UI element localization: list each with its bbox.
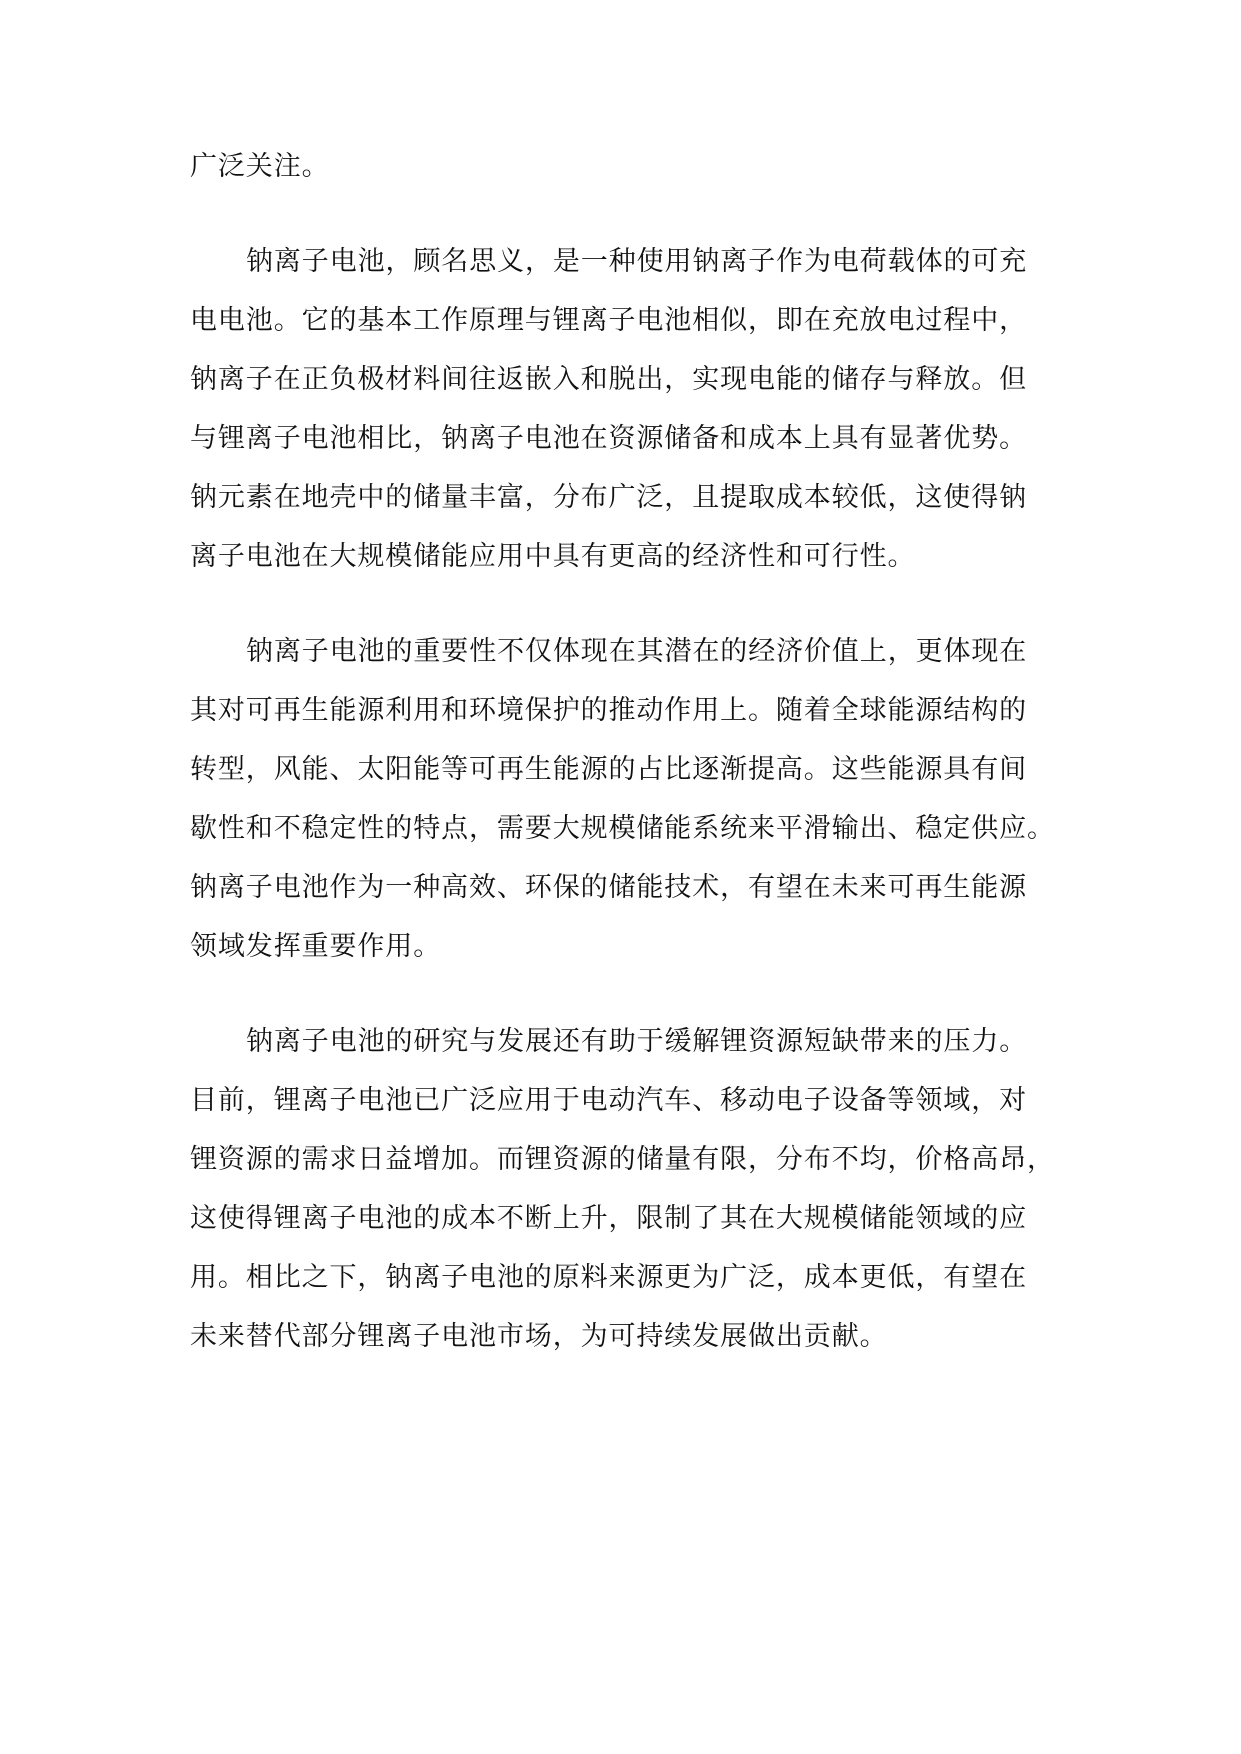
paragraph-gap (190, 586, 1056, 622)
text-line: 钠离子电池，顾名思义，是一种使用钠离子作为电荷载体的可充 (246, 246, 1028, 277)
text-line: 锂资源的需求日益增加。而锂资源的储量有限，分布不均，价格高昂， (190, 1144, 1055, 1175)
text-line: 电电池。它的基本工作原理与锂离子电池相似，即在充放电过程中， (190, 305, 1027, 336)
text-line: 钠离子电池作为一种高效、环保的储能技术，有望在未来可再生能源 (190, 872, 1027, 903)
text-line: 领域发挥重要作用。 (190, 931, 442, 962)
text-line: 这使得锂离子电池的成本不断上升，限制了其在大规模储能领域的应 (190, 1203, 1027, 1234)
paragraph-2 (190, 232, 1056, 586)
text-line: 与锂离子电池相比，钠离子电池在资源储备和成本上具有显著优势。 (190, 423, 1027, 454)
text-line: 其对可再生能源利用和环境保护的推动作用上。随着全球能源结构的 (190, 695, 1027, 726)
text-line: 钠离子电池的重要性不仅体现在其潜在的经济价值上，更体现在 (246, 636, 1028, 667)
text-line: 广泛关注。 (190, 151, 330, 182)
document-page (190, 137, 1056, 1366)
text-line: 未来替代部分锂离子电池市场，为可持续发展做出贡献。 (190, 1321, 888, 1352)
text-line: 歇性和不稳定性的特点，需要大规模储能系统来平滑输出、稳定供应。 (190, 813, 1055, 844)
text-line: 钠元素在地壳中的储量丰富，分布广泛，且提取成本较低，这使得钠 (190, 482, 1027, 513)
text-line: 钠离子电池的研究与发展还有助于缓解锂资源短缺带来的压力。 (246, 1026, 1028, 1057)
paragraph-1 (190, 137, 1056, 196)
paragraph-gap (190, 976, 1056, 1012)
text-line: 用。相比之下，钠离子电池的原料来源更为广泛，成本更低，有望在 (190, 1262, 1027, 1293)
paragraph-3 (190, 622, 1056, 976)
text-line: 离子电池在大规模储能应用中具有更高的经济性和可行性。 (190, 541, 916, 572)
text-line: 转型，风能、太阳能等可再生能源的占比逐渐提高。这些能源具有间 (190, 754, 1027, 785)
paragraph-4 (190, 1012, 1056, 1366)
text-line: 钠离子在正负极材料间往返嵌入和脱出，实现电能的储存与释放。但 (190, 364, 1027, 395)
text-line: 目前，锂离子电池已广泛应用于电动汽车、移动电子设备等领域，对 (190, 1085, 1027, 1116)
paragraph-gap (190, 196, 1056, 232)
